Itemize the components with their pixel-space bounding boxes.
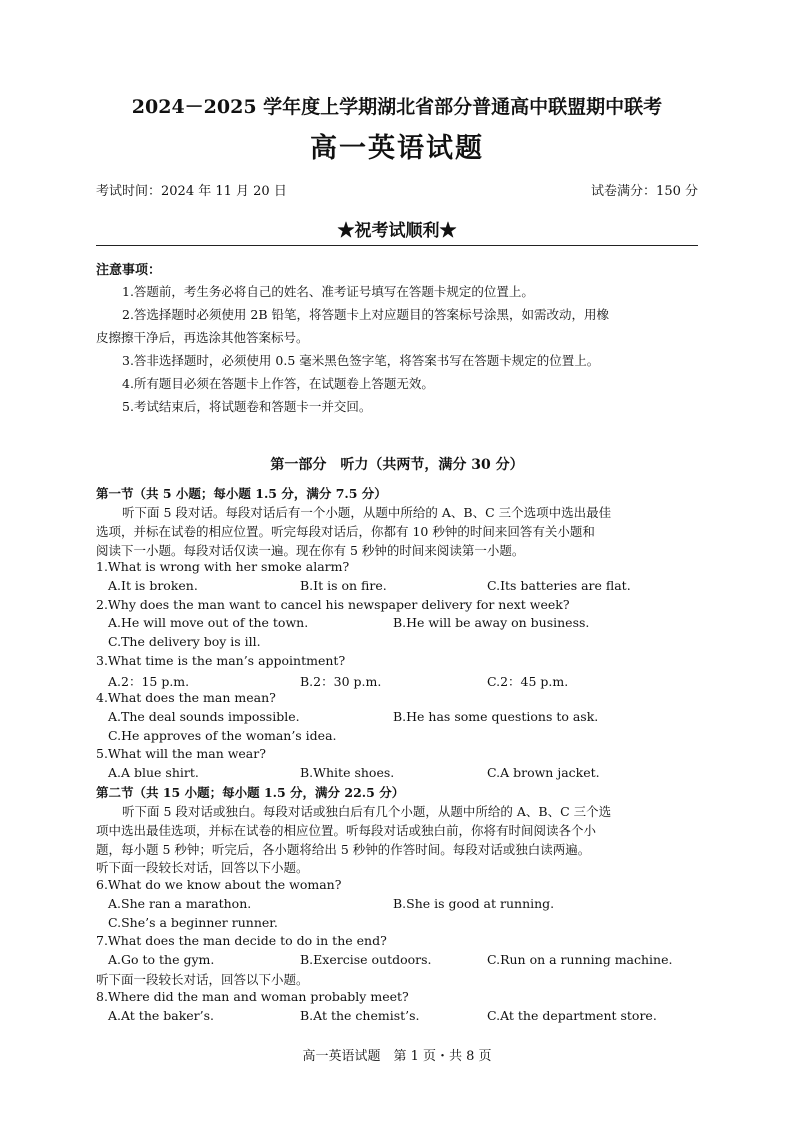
question-stem: 6.What do we know about the woman? bbox=[96, 877, 342, 892]
option-a: A.2：15 p.m. bbox=[108, 674, 190, 689]
question-stem: 7.What does the man decide to do in the end? bbox=[96, 933, 387, 948]
option-b: B.She is good at running. bbox=[393, 896, 555, 911]
question-stem: 8.Where did the man and woman probably meet? bbox=[96, 989, 409, 1004]
page-footer: 高一英语试题 第 1 页・共 8 页 bbox=[302, 1049, 492, 1064]
option-a: A.The deal sounds impossible. bbox=[108, 709, 300, 724]
question-stem: 2.Why does the man want to cancel his newspaper delivery for next week? bbox=[96, 597, 570, 612]
section-heading: 第一节（共 5 小题；每小题 1.5 分，满分 7.5 分） bbox=[96, 486, 387, 501]
header-divider bbox=[96, 245, 698, 246]
option-c: C.2：45 p.m. bbox=[487, 674, 569, 689]
option-b: B.2：30 p.m. bbox=[300, 674, 382, 689]
option-b: B.At the chemist’s. bbox=[300, 1008, 420, 1023]
instruction-line: 听下面 5 段对话。每段对话后有一个小题，从题中所给的 A、B、C 三个选项中选出最佳 bbox=[122, 505, 612, 520]
option-c: C.Its batteries are flat. bbox=[487, 578, 631, 593]
option-b: B.He will be away on business. bbox=[393, 615, 590, 630]
lead-line: 听下面一段较长对话，回答以下小题。 bbox=[96, 860, 309, 875]
option-a: A.Go to the gym. bbox=[108, 952, 215, 967]
option-a: A.It is broken. bbox=[108, 578, 198, 593]
option-c: C.A brown jacket. bbox=[487, 765, 600, 780]
full-score: 试卷满分：150 分 bbox=[591, 184, 698, 199]
note-item: 5.考试结束后，将试题卷和答题卡一并交回。 bbox=[122, 399, 372, 414]
lead-line: 听下面一段较长对话，回答以下小题。 bbox=[96, 972, 309, 987]
instruction-line: 听下面 5 段对话或独白。每段对话或独白后有几个小题，从题中所给的 A、B、C 三个选 bbox=[122, 804, 612, 819]
option-c: C.Run on a running machine. bbox=[487, 952, 673, 967]
option-c: C.He approves of the woman’s idea. bbox=[108, 728, 337, 743]
note-item: 1.答题前，考生务必将自己的姓名、准考证号填写在答题卡规定的位置上。 bbox=[122, 284, 534, 299]
option-b: B.He has some questions to ask. bbox=[393, 709, 599, 724]
question-stem: 1.What is wrong with her smoke alarm? bbox=[96, 559, 350, 574]
note-item: 2.答选择题时必须使用 2B 铅笔，将答题卡上对应题目的答案标号涂黑，如需改动，用橡 bbox=[122, 307, 610, 322]
option-b: B.White shoes. bbox=[300, 765, 395, 780]
notes-title: 注意事项： bbox=[96, 263, 162, 278]
exam-title: 2024－2025 学年度上学期湖北省部分普通高中联盟期中联考 bbox=[131, 96, 663, 118]
option-c: C.She’s a beginner runner. bbox=[108, 915, 278, 930]
option-a: A.She ran a marathon. bbox=[108, 896, 252, 911]
question-stem: 5.What will the man wear? bbox=[96, 746, 266, 761]
option-c: C.The delivery boy is ill. bbox=[108, 634, 261, 649]
section-heading: 第二节（共 15 小题；每小题 1.5 分，满分 22.5 分） bbox=[96, 785, 405, 800]
option-a: A.A blue shirt. bbox=[108, 765, 199, 780]
part-title: 第一部分 听力（共两节，满分 30 分） bbox=[270, 457, 524, 473]
option-c: C.At the department store. bbox=[487, 1008, 657, 1023]
subject-title: 高一英语试题 bbox=[310, 133, 484, 164]
note-item: 4.所有题目必须在答题卡上作答，在试题卷上答题无效。 bbox=[122, 376, 434, 391]
instruction-line: 题，每小题 5 秒钟；听完后，各小题将给出 5 秒钟的作答时间。每段对话或独白读两遍。 bbox=[96, 842, 591, 857]
exam-time: 考试时间：2024 年 11 月 20 日 bbox=[96, 184, 287, 199]
question-stem: 4.What does the man mean? bbox=[96, 690, 276, 705]
note-item: 3.答非选择题时，必须使用 0.5 毫米黑色签字笔，将答案书写在答题卡规定的位置上。 bbox=[122, 353, 600, 368]
note-item: 皮擦擦干净后，再选涂其他答案标号。 bbox=[96, 330, 309, 345]
option-b: B.Exercise outdoors. bbox=[300, 952, 432, 967]
blessing: ★祝考试顺利★ bbox=[337, 221, 457, 241]
instruction-line: 阅读下一小题。每段对话仅读一遍。现在你有 5 秒钟的时间来阅读第一小题。 bbox=[96, 543, 525, 558]
option-a: A.He will move out of the town. bbox=[108, 615, 309, 630]
instruction-line: 项中选出最佳选项，并标在试卷的相应位置。听每段对话或独白前，你将有时间阅读各个小 bbox=[96, 823, 597, 838]
instruction-line: 选项，并标在试卷的相应位置。听完每段对话后，你都有 10 秒钟的时间来回答有关小题和 bbox=[96, 524, 595, 539]
question-stem: 3.What time is the man’s appointment? bbox=[96, 653, 346, 668]
option-a: A.At the baker’s. bbox=[108, 1008, 215, 1023]
option-b: B.It is on fire. bbox=[300, 578, 387, 593]
